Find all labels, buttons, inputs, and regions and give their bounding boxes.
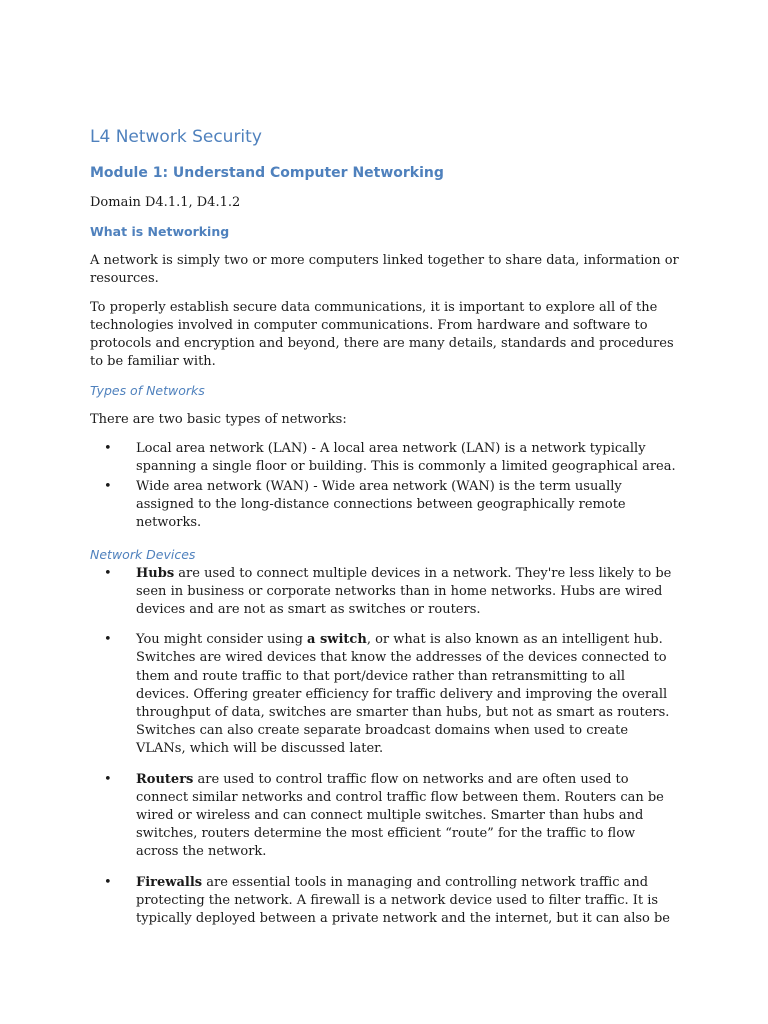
device-term: Hubs <box>136 565 175 581</box>
network-devices-list <box>90 565 680 929</box>
list-item-text: , or what is also known as an intelligent hub. Switches are wired devices that know the addresses of the devices connected to them and route traffic to that port/device rather than retransmitting to all devices. Offering greater efficiency for traffic delivery and improving the overall throughput of data, switches are smarter than hubs, but not as smart as routers. Switches can also create separate broadcast domains when used to create VLANs, which will be discussed later. <box>136 632 670 757</box>
types-intro: There are two basic types of networks: <box>90 412 347 428</box>
bullet-glyph: • <box>104 771 112 787</box>
bullet-glyph: • <box>104 874 112 890</box>
section-heading-networking: What is Networking <box>90 224 230 240</box>
device-term: Firewalls <box>136 874 203 890</box>
list-item-text: Local area network (LAN) - A local area network (LAN) is a network typically spanning a single floor or building. This is commonly a limited geographical area. <box>136 440 676 474</box>
list-item-text: are used to connect multiple devices in a network. They're less likely to be seen in business or corporate networks than in home networks. Hubs are wired devices and are not as smart as switches or routers. <box>136 565 672 618</box>
bullet-glyph: • <box>104 565 112 581</box>
device-term: a switch <box>307 632 367 648</box>
list-item-text: are used to control traffic flow on networks and are often used to connect similar networks and control traffic flow between them. Routers can be wired or wireless and can connect multiple switches. Smarter than hubs and switches, routers determine the most efficient “route” for the traffic to flow across the network. <box>136 771 664 860</box>
module-heading: Module 1: Understand Computer Networking <box>90 165 444 181</box>
list-item <box>90 565 680 620</box>
bullet-glyph: • <box>104 479 112 495</box>
network-types-list <box>90 440 680 533</box>
list-item <box>90 631 680 758</box>
list-item <box>90 440 680 476</box>
subheading-network-devices: Network Devices <box>90 546 196 562</box>
list-item-prefix: You might consider using <box>136 632 308 648</box>
device-term: Routers <box>136 771 194 787</box>
subheading-types-of-networks: Types of Networks <box>90 383 205 399</box>
list-item <box>90 478 680 533</box>
paragraph-network-definition: A network is simply two or more computers linked together to share data, information or resources. <box>90 253 679 287</box>
list-item-text: Wide area network (WAN) - Wide area network (WAN) is the term usually assigned to the long-distance connections between geographically remote networks. <box>136 479 626 531</box>
list-item-text: are essential tools in managing and controlling network traffic and protecting the network. A firewall is a network device used to filter traffic. It is typically deployed between a private network and the internet, but it can also be <box>136 874 671 927</box>
list-item <box>90 771 680 862</box>
document-page <box>90 124 680 940</box>
document-title: L4 Network Security <box>90 127 262 147</box>
bullet-glyph: • <box>104 632 112 648</box>
domain-line: Domain D4.1.1, D4.1.2 <box>90 195 241 210</box>
bullet-glyph: • <box>104 440 112 456</box>
list-item <box>90 874 680 929</box>
paragraph-secure-communications: To properly establish secure data communications, it is important to explore all of the technologies involved in computer communications. From hardware and software to protocols and encryption and beyond, there are many details, standards and procedures to be familiar with. <box>90 299 674 370</box>
